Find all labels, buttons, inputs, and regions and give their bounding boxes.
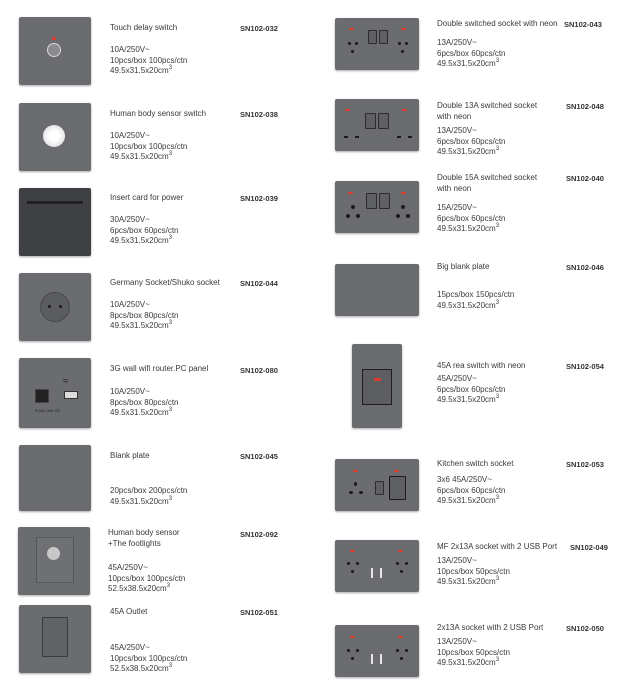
switch-45a-image bbox=[352, 344, 402, 428]
product-code: SN102-048 bbox=[566, 102, 604, 111]
product-name: MF 2x13A socket with 2 USB Port bbox=[437, 542, 558, 551]
double-switched-socket-image bbox=[335, 18, 419, 70]
product-specs: 45A/250V~ 6pcs/box 60pcs/ctn $49.5x31.5x20cm^3$ bbox=[437, 374, 506, 404]
neon-indicator bbox=[52, 37, 56, 40]
product-specs: 20pcs/box 200pcs/ctn $49.5x31.5x20cm^3$ bbox=[110, 486, 188, 506]
rocker-switch bbox=[375, 481, 384, 495]
product-specs: 10A/250V~ 10pcs/box 100pcs/ctn $49.5x31.5x20cm^3$ bbox=[110, 45, 188, 75]
product-code: SN102-038 bbox=[240, 110, 278, 119]
product-code: SN102-040 bbox=[566, 174, 604, 183]
mf-usb-socket-image bbox=[335, 540, 419, 592]
sensor-footlight-image bbox=[18, 527, 90, 595]
outlet-45a-image bbox=[19, 605, 91, 673]
product-specs: 13A/250V~ 10pcs/box 50pcs/ctn $49.5x31.5x20cm^3$ bbox=[437, 556, 510, 586]
rocker-switch bbox=[379, 30, 388, 44]
product-code: SN102-080 bbox=[240, 366, 278, 375]
product-code: SN102-092 bbox=[240, 530, 278, 539]
product-code: SN102-046 bbox=[566, 263, 604, 272]
product-code: SN102-053 bbox=[566, 460, 604, 469]
product-name: Double 15A switched socket with neon bbox=[437, 173, 538, 193]
product-specs: 13A/250V~ 6pcs/box 60pcs/ctn $49.5x31.5x20cm^3$ bbox=[437, 126, 506, 156]
product-name: 2x13A socket with 2 USB Port bbox=[437, 623, 544, 632]
product-specs: 15A/250V~ 6pcs/box 60pcs/ctn $49.5x31.5x20cm^3$ bbox=[437, 203, 506, 233]
rocker-switch bbox=[365, 113, 376, 129]
outlet-cover bbox=[42, 617, 68, 657]
footlight-inner-plate bbox=[36, 537, 74, 583]
rocker-switch bbox=[378, 113, 389, 129]
product-name: Human body sensor +The footlights bbox=[108, 528, 180, 548]
sensor-lens-icon bbox=[47, 547, 60, 560]
product-specs: 30A/250V~ 6pcs/box 60pcs/ctn $49.5x31.5x20cm^3$ bbox=[110, 215, 179, 245]
big-blank-plate-image bbox=[335, 264, 419, 316]
product-name: Double 13A switched socket with neon bbox=[437, 101, 538, 121]
product-specs: 3x6 45A/250V~ 6pcs/box 60pcs/ctn $49.5x31.5x20cm^3$ bbox=[437, 475, 506, 505]
port-labels: RJ45 LAN 3G bbox=[35, 408, 60, 413]
product-code: SN102-043 bbox=[564, 20, 602, 29]
usb-socket-image bbox=[335, 625, 419, 677]
product-code: SN102-049 bbox=[570, 543, 608, 552]
rocker-switch bbox=[368, 30, 377, 44]
product-name: 45A Outlet bbox=[110, 607, 148, 616]
product-code: SN102-054 bbox=[566, 362, 604, 371]
shuko-socket-image bbox=[19, 273, 91, 341]
product-name: Insert card for power bbox=[110, 193, 184, 202]
product-specs: 45A/250V~ 10pcs/box 100pcs/ctn $52.5x38.5x20cm^3$ bbox=[110, 643, 188, 673]
product-code: SN102-032 bbox=[240, 24, 278, 33]
product-name: Human body sensor switch bbox=[110, 109, 207, 118]
switch-frame bbox=[362, 369, 392, 405]
touch-button-icon bbox=[47, 43, 61, 57]
product-code: SN102-039 bbox=[240, 194, 278, 203]
product-name: Blank plate bbox=[110, 451, 150, 460]
product-name: Touch delay switch bbox=[110, 23, 178, 32]
rocker-switch bbox=[366, 193, 377, 209]
product-name: Big blank plate bbox=[437, 262, 490, 271]
card-slot bbox=[27, 201, 83, 204]
product-specs: 13A/250V~ 10pcs/box 50pcs/ctn $49.5x31.5x20cm^3$ bbox=[437, 637, 510, 667]
shuko-outlet-icon bbox=[40, 292, 70, 322]
sensor-switch-image bbox=[19, 103, 91, 171]
product-name: Germany Socket/Shuko socket bbox=[110, 278, 220, 287]
usb-port bbox=[380, 568, 382, 578]
usb-port bbox=[371, 654, 373, 664]
double-13a-socket-image bbox=[335, 99, 419, 151]
product-specs: 15pcs/box 150pcs/ctn $49.5x31.5x20cm^3$ bbox=[437, 290, 515, 310]
product-name: Kitchen switch socket bbox=[437, 459, 514, 468]
product-name: 45A rea switch with neon bbox=[437, 361, 526, 370]
rocker-switch bbox=[379, 193, 390, 209]
main-switch bbox=[389, 476, 406, 500]
touch-switch-image bbox=[19, 17, 91, 85]
product-code: SN102-045 bbox=[240, 452, 278, 461]
usb-port bbox=[371, 568, 373, 578]
product-code: SN102-051 bbox=[240, 608, 278, 617]
card-switch-image bbox=[19, 188, 91, 256]
sensor-lens-icon bbox=[43, 125, 65, 147]
wifi-icon: ≈ bbox=[63, 376, 69, 387]
product-specs: 10A/250V~ 10pcs/box 100pcs/ctn $49.5x31.5x20cm^3$ bbox=[110, 131, 188, 161]
kitchen-switch-socket-image bbox=[335, 459, 419, 511]
usb-port bbox=[64, 391, 78, 399]
blank-plate-image bbox=[19, 445, 91, 511]
rj45-port bbox=[35, 389, 49, 403]
double-15a-socket-image bbox=[335, 181, 419, 233]
wifi-router-panel-image bbox=[19, 358, 91, 428]
product-specs: 45A/250V~ 10pcs/box 100pcs/ctn $52.5x38.5x20cm^3$ bbox=[108, 563, 186, 593]
usb-port bbox=[380, 654, 382, 664]
product-specs: 13A/250V~ 6pcs/box 60pcs/ctn $49.5x31.5x20cm^3$ bbox=[437, 38, 506, 68]
product-specs: 10A/250V~ 8pcs/box 80pcs/ctn $49.5x31.5x20cm^3$ bbox=[110, 300, 179, 330]
product-code: SN102-050 bbox=[566, 624, 604, 633]
product-name: 3G wall wifi router.PC panel bbox=[110, 364, 209, 373]
product-specs: 10A/250V~ 8pcs/box 80pcs/ctn $49.5x31.5x20cm^3$ bbox=[110, 387, 179, 417]
product-code: SN102-044 bbox=[240, 279, 278, 288]
product-name: Double switched socket with neon bbox=[437, 19, 558, 28]
